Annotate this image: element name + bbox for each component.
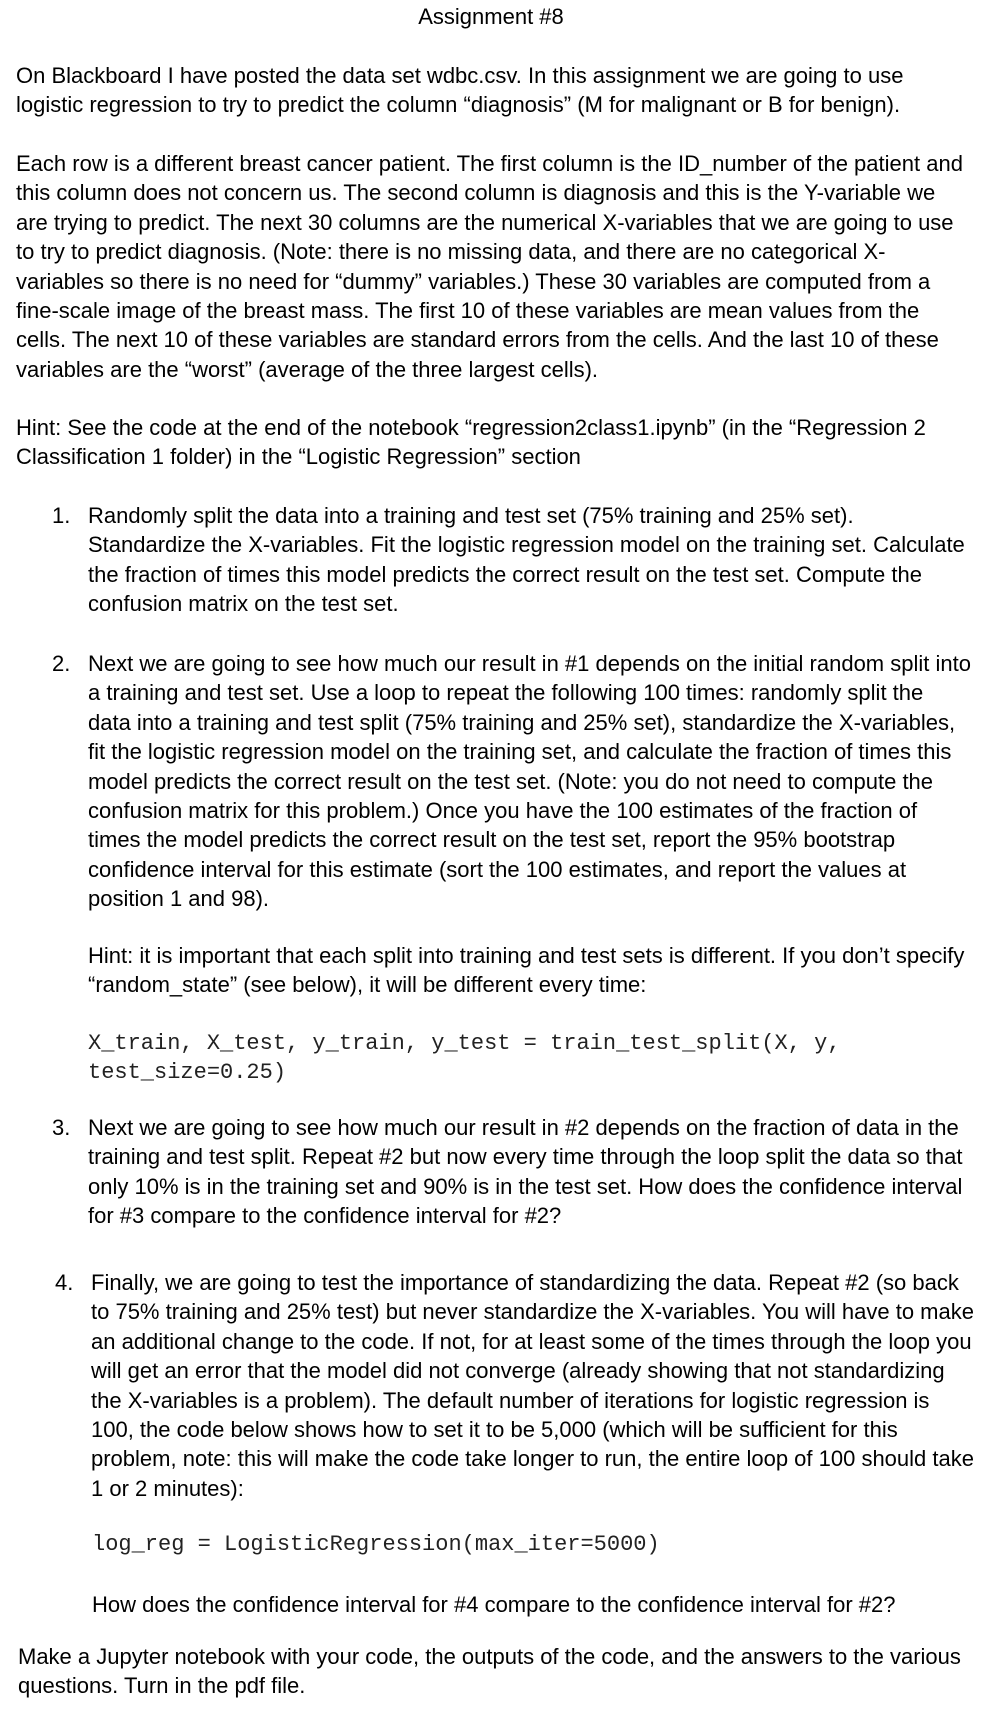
page-title: Assignment #8 — [418, 4, 564, 29]
hint-paragraph: Hint: See the code at the end of the notebook “regression2class1.ipynb” (in the “Regression 2 Classification 1 folder) in the “Logistic Regression” section — [16, 415, 926, 470]
list-item-text: Next we are going to see how much our result in #2 depends on the fraction of data in the training and test split. Repeat #2 but now every time through the loop split the data so that only 10% is in the training set and 90% is in the test set. How does the confidence interval for #3 compare to the confidence interval for #2? — [88, 1115, 963, 1229]
list-item-text: Next we are going to see how much our result in #1 depends on the initial random split into a training and test set. Use a loop to repeat the following 100 times: randomly split the data into a training and test split (75% training and 25% set), standardize the X-variables, fit the logistic regression model on the training set, and calculate the fraction of times this model predicts the correct result on the test set. (Note: you do not need to compute the confusion matrix for this problem.) Once you have the 100 estimates of the fraction of times the model predicts the correct result on the test set, report the 95% bootstrap confidence interval for this estimate (sort the 100 estimates, and report the values at position 1 and 98). — [88, 651, 971, 912]
list-number: 4. — [55, 1270, 74, 1295]
list-item-text: Finally, we are going to test the importance of standardizing the data. Repeat #2 (so back to 75% training and 25% test) but never standardize the X-variables. You will have to make an additional change to the code. If not, for at least some of the times through the loop you will get an error that the model did not converge (already showing that not standardizing the X-variables is a problem). The default number of iterations for logistic regression is 100, the code below shows how to set it to be 5,000 (which will be sufficient for this problem, note: this will make the code take longer to run, the entire loop of 100 should take 1 or 2 minutes): — [91, 1270, 974, 1501]
item-2-hint: Hint: it is important that each split into training and test sets is different. If you don’t specify “random_state” (see below), it will be different every time: — [88, 943, 965, 998]
list-item-text: Randomly split the data into a training and test set (75% training and 25% set). Standardize the X-variables. Fit the logistic regression model on the training set. Calculate the fraction of times this model predicts the correct result on the test set. Compute the confusion matrix on the test set. — [88, 503, 965, 617]
closing-paragraph: Make a Jupyter notebook with your code, the outputs of the code, and the answers to the various questions. Turn in the pdf file. — [18, 1644, 961, 1699]
code-snippet-logistic-regression: log_reg = LogisticRegression(max_iter=5000) — [92, 1532, 660, 1557]
intro-paragraph: On Blackboard I have posted the data set wdbc.csv. In this assignment we are going to use logistic regression to try to predict the column “diagnosis” (M for malignant or B for benign). — [16, 63, 904, 118]
code-snippet-train-test-split: X_train, X_test, y_train, y_test = train_test_split(X, y, test_size=0.25) — [88, 1031, 841, 1085]
description-paragraph: Each row is a different breast cancer patient. The first column is the ID_number of the patient and this column does not concern us. The second column is diagnosis and this is the Y-variable we are trying to predict. The next 30 columns are the numerical X-variables that we are going to use to try to predict diagnosis. (Note: there is no missing data, and there are no categorical X-variables so there is no need for “dummy” variables.) These 30 variables are computed from a fine-scale image of the breast mass. The first 10 of these variables are mean values from the cells. The next 10 of these variables are standard errors from the cells. And the last 10 of these variables are the “worst” (average of the three largest cells). — [16, 151, 963, 382]
list-number: 3. — [52, 1115, 71, 1140]
item-4-question: How does the confidence interval for #4 compare to the confidence interval for #2? — [92, 1592, 896, 1617]
list-number: 2. — [52, 651, 71, 676]
list-number: 1. — [52, 503, 71, 528]
